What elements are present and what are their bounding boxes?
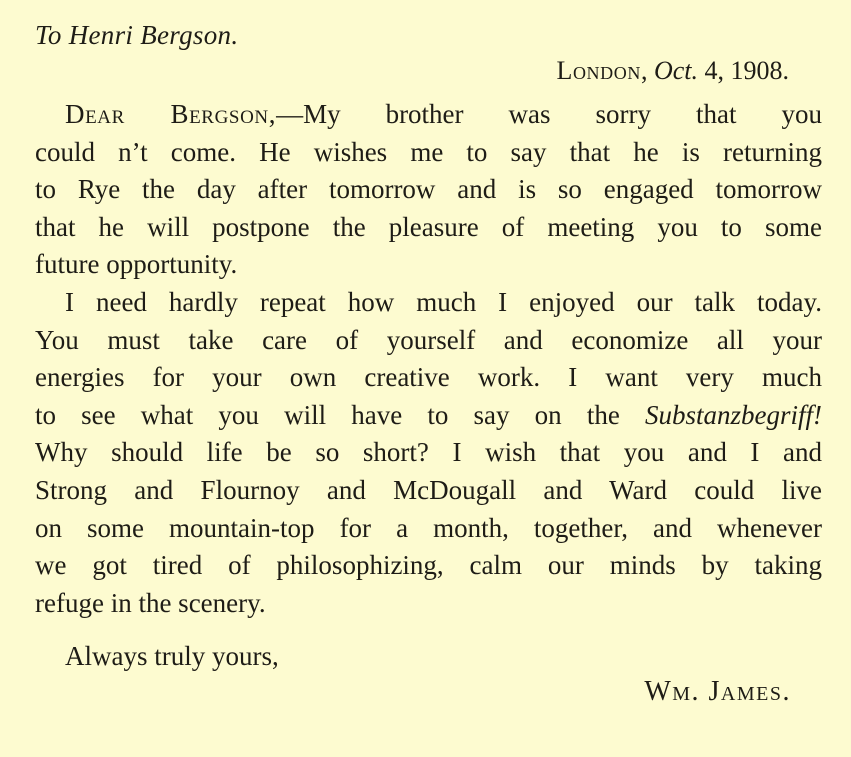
- paragraph-line: [35, 397, 822, 435]
- letter-closing: Always truly yours,: [65, 641, 279, 671]
- line-text: to see what you will have to say on the: [35, 399, 645, 430]
- dateline-separator: ,: [640, 56, 654, 85]
- dateline-month: Oct.: [653, 56, 698, 85]
- paragraph-line: You must take care of yourself and economize all your: [35, 324, 822, 355]
- paragraph-line: [35, 96, 822, 134]
- salutation-continuation: —My brother was sorry that you: [276, 99, 822, 129]
- paragraph-line: we got tired of philosophizing, calm our minds by taking: [35, 550, 822, 581]
- paragraph-line: Strong and Flournoy and McDougall and Ward could live: [35, 474, 822, 505]
- paragraph-1: [35, 96, 822, 284]
- salutation: Dear Bergson,: [65, 99, 277, 129]
- paragraph-line: Why should life be so short? I wish that you and I and: [35, 437, 822, 468]
- paragraph-line: I need hardly repeat how much I enjoyed our talk today.: [65, 287, 822, 317]
- letter-dateline: [556, 56, 789, 86]
- paragraph-line: on some mountain-top for a month, together, and whenever: [35, 512, 822, 543]
- paragraph-line: could n’t come. He wishes me to say that he is returning: [35, 136, 822, 167]
- paragraph-2: [35, 284, 822, 622]
- paragraph-line: refuge in the scenery.: [35, 587, 266, 618]
- paragraph-line: future opportunity.: [35, 249, 238, 280]
- letter-signature: Wm. James.: [644, 676, 791, 707]
- dateline-day-year: 4, 1908.: [698, 56, 789, 85]
- paragraph-line: to Rye the day after tomorrow and is so engaged tomorrow: [35, 174, 822, 205]
- paragraph-line: that he will postpone the pleasure of meeting you to some: [35, 211, 822, 242]
- italic-term: Substanzbegriff!: [644, 399, 822, 430]
- dateline-place: London: [556, 56, 641, 85]
- letter-recipient: To Henri Bergson.: [35, 20, 239, 50]
- paragraph-line: energies for your own creative work. I want very much: [35, 362, 822, 393]
